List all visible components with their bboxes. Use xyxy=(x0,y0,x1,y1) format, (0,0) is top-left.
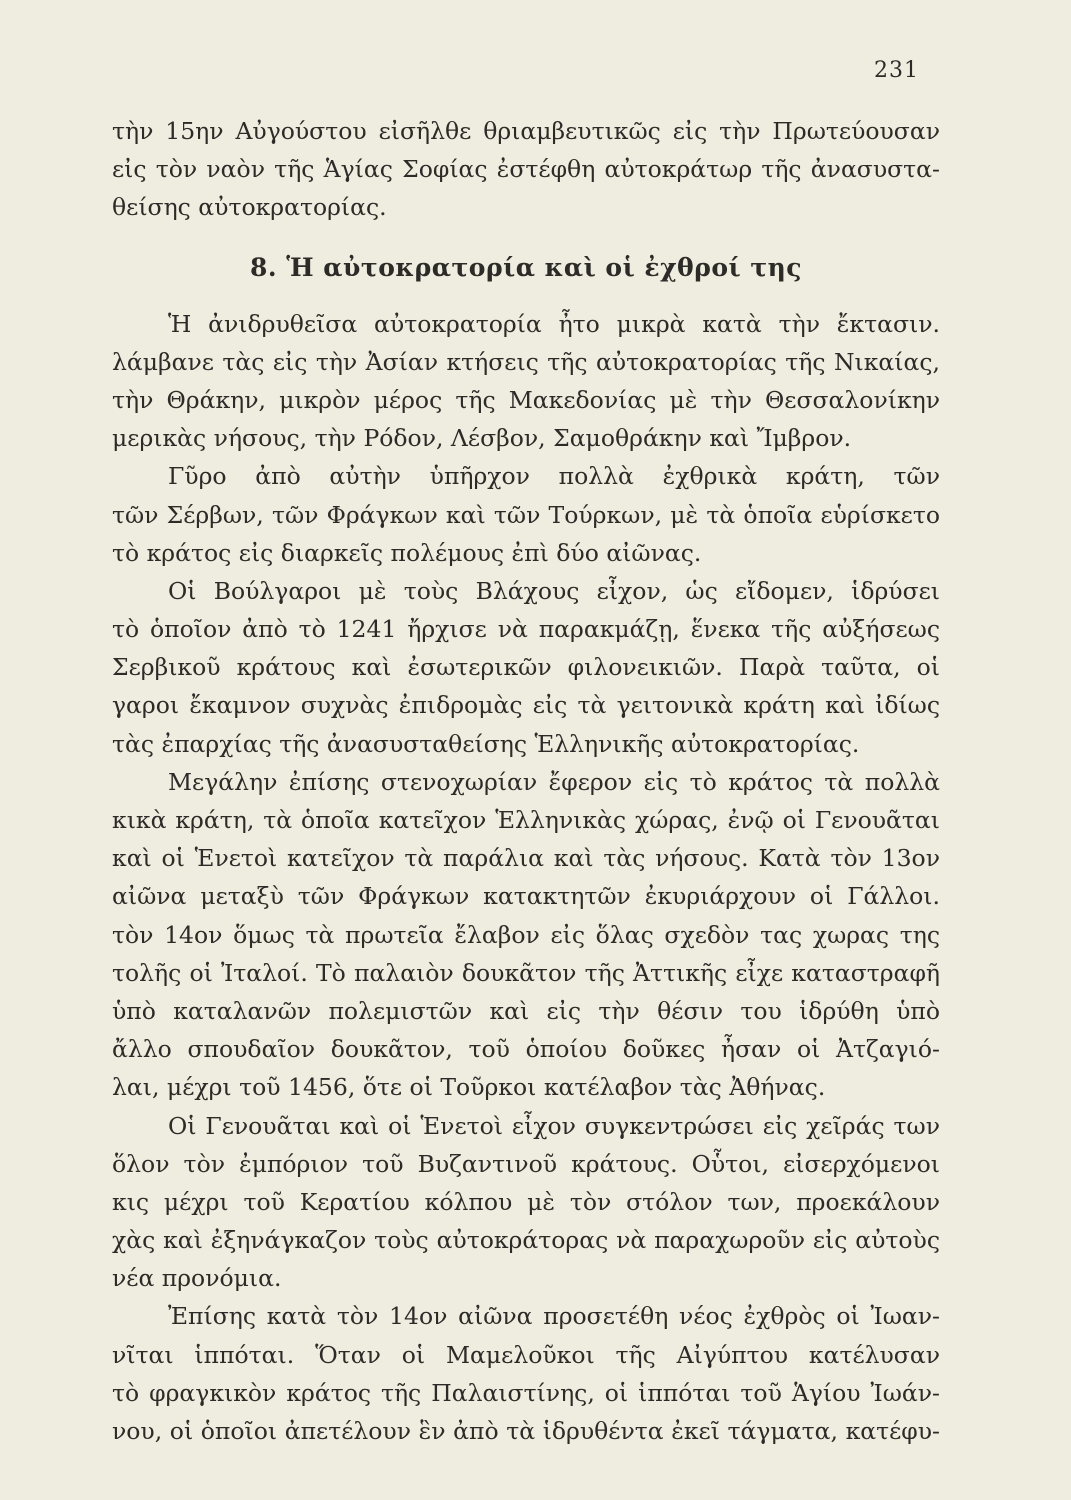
paragraph-5 xyxy=(112,1107,940,1298)
paragraph-line: Σερβικοῦ κράτους καὶ ἐσωτερικῶν φιλονεικιῶν. Παρὰ ταῦτα, οἱ xyxy=(112,653,940,682)
paragraph-line: χὰς καὶ ἐξηνάγκαζον τοὺς αὐτοκράτορας νὰ παραχωροῦν εἰς αὐτοὺς xyxy=(112,1226,940,1255)
paragraph-line: λαι, μέχρι τοῦ 1456, ὅτε οἱ Τοῦρκοι κατέλαβον τὰς Ἀθήνας. xyxy=(112,1073,826,1102)
paragraph-line: αἰῶνα μεταξὺ τῶν Φράγκων κατακτητῶν ἐκυριάρχουν οἱ Γάλλοι. xyxy=(112,882,940,911)
paragraph-line: τὸ κράτος εἰς διαρκεῖς πολέμους ἐπὶ δύο αἰῶνας. xyxy=(112,538,702,567)
paragraph-line: ὅλον τὸν ἐμπόριον τοῦ Βυζαντινοῦ κράτους. Οὗτοι, εἰσερχόμενοι xyxy=(112,1149,940,1178)
paragraph-1 xyxy=(112,305,940,458)
paragraph-line: κικὰ κράτη, τὰ ὁποῖα κατεῖχον Ἑλληνικὰς χώρας, ἐνῷ οἱ Γενουᾶται xyxy=(112,806,940,834)
paragraph-line: τὴν Θράκην, μικρὸν μέρος τῆς Μακεδονίας μὲ τὴν Θεσσαλονίκην xyxy=(112,385,940,414)
paragraph-line: ἄλλο σπουδαῖον δουκᾶτον, τοῦ ὁποίου δοῦκες ἦσαν οἱ Ἀτζαγιό- xyxy=(112,1035,940,1064)
page-number: 231 xyxy=(874,58,919,83)
paragraph-line: καὶ οἱ Ἑνετοὶ κατεῖχον τὰ παράλια καὶ τὰς νήσους. Κατὰ τὸν 13ον xyxy=(112,844,940,873)
paragraph-line: τὸ ὁποῖον ἀπὸ τὸ 1241 ἤρχισε νὰ παρακμάζῃ, ἕνεκα τῆς αὐξήσεως xyxy=(112,615,940,644)
paragraph-line: τῶν Σέρβων, τῶν Φράγκων καὶ τῶν Τούρκων, μὲ τὰ ὁποῖα εὑρίσκετο xyxy=(112,500,940,529)
paragraph-line: κις μέχρι τοῦ Κερατίου κόλπου μὲ τὸν στόλον των, προεκάλουν xyxy=(112,1187,940,1216)
paragraph-line: Μεγάλην ἐπίσης στενοχωρίαν ἔφερον εἰς τὸ κράτος τὰ πολλὰ xyxy=(168,767,940,796)
paragraph-line: τολῆς οἱ Ἰταλοί. Τὸ παλαιὸν δουκᾶτον τῆς Ἀττικῆς εἶχε καταστραφῆ xyxy=(112,958,940,987)
paragraph-line: γαροι ἔκαμνον συχνὰς ἐπιδρομὰς εἰς τὰ γειτονικὰ κράτη καὶ ἰδίως xyxy=(112,691,940,720)
paragraph-line: Ἡ ἀνιδρυθεῖσα αὐτοκρατορία ἦτο μικρὰ κατὰ τὴν ἔκτασιν. xyxy=(168,309,940,338)
paragraph-3 xyxy=(112,572,940,763)
paragraph-line: τὰς ἐπαρχίας τῆς ἀνασυσταθείσης Ἑλληνικῆς αὐτοκρατορίας. xyxy=(112,729,860,758)
section-heading: 8. Ἡ αὐτοκρατορία καὶ οἱ ἐχθροί της xyxy=(249,252,803,282)
intro-line-2: εἰς τὸν ναὸν τῆς Ἁγίας Σοφίας ἐστέφθη αὐτοκράτωρ τῆς ἀνασυστα- xyxy=(112,155,940,184)
paragraph-line: τὸ φραγκικὸν κράτος τῆς Παλαιστίνης, οἱ ἱππόται τοῦ Ἁγίου Ἰωάν- xyxy=(112,1378,940,1407)
paragraph-4 xyxy=(112,763,940,1107)
paragraph-line: τὸν 14ον ὅμως τὰ πρωτεῖα ἔλαβον εἰς ὅλας σχεδὸν τας χωρας της xyxy=(112,920,940,949)
paragraph-line: μερικὰς νήσους, τὴν Ρόδον, Λέσβον, Σαμοθράκην καὶ Ἴμβρον. xyxy=(112,424,852,453)
paragraph-line: νέα προνόμια. xyxy=(112,1264,282,1293)
paragraph-2 xyxy=(112,457,940,572)
paragraph-line: λάμβανε τὰς εἰς τὴν Ἀσίαν κτήσεις τῆς αὐτοκρατορίας τῆς Νικαίας, xyxy=(112,347,940,376)
paragraph-6 xyxy=(112,1297,940,1450)
paragraph-line: Οἱ Γενουᾶται καὶ οἱ Ἑνετοὶ εἶχον συγκεντρώσει εἰς χεῖράς των xyxy=(168,1111,940,1140)
intro-line-1: τὴν 15ην Αὐγούστου εἰσῆλθε θριαμβευτικῶς εἰς τὴν Πρωτεύουσαν xyxy=(112,117,940,145)
paragraph-line: Οἱ Βούλγαροι μὲ τοὺς Βλάχους εἶχον, ὡς εἴδομεν, ἱδρύσει xyxy=(168,576,940,605)
paragraph-line: Γῦρο ἀπὸ αὐτὴν ὑπῆρχον πολλὰ ἐχθρικὰ κράτη, τῶν xyxy=(168,462,940,491)
paragraph-line: ὑπὸ καταλανῶν πολεμιστῶν καὶ εἰς τὴν θέσιν του ἱδρύθη ὑπὸ xyxy=(112,996,940,1025)
paragraph-line: νου, οἱ ὁποῖοι ἀπετέλουν ἓν ἀπὸ τὰ ἱδρυθέντα ἐκεῖ τάγματα, κατέφυ- xyxy=(112,1417,940,1445)
intro-line-3: θείσης αὐτοκρατορίας. xyxy=(112,193,387,222)
paragraph-line: Ἐπίσης κατὰ τὸν 14ον αἰῶνα προσετέθη νέος ἐχθρὸς οἱ Ἰωαν- xyxy=(168,1302,940,1331)
paragraph-line: νῖται ἱππόται. Ὅταν οἱ Μαμελοῦκοι τῆς Αἰγύπτου κατέλυσαν xyxy=(112,1340,940,1369)
text-block xyxy=(112,112,940,1450)
